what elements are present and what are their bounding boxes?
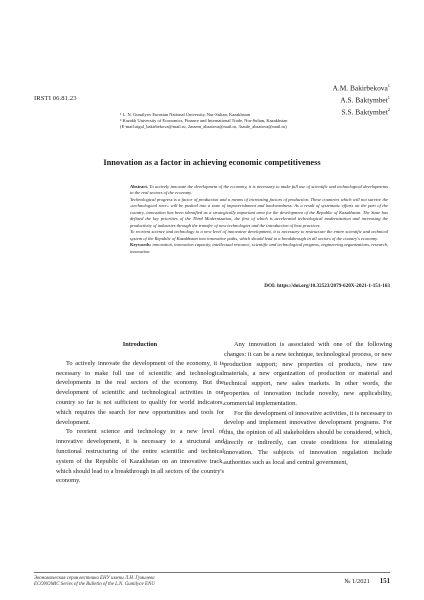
abstract-label: Abstract. bbox=[130, 184, 149, 189]
affiliations bbox=[120, 112, 388, 131]
body-paragraph: For the development of innovative activities, it is necessary to develop and implement innovative development programs. For this, the opinion of all stakeholders should be considered, which, directly or indirectly, can create conditions for stimulating innovation. The subjects of innovation regulation include authorities such as local and central government, bbox=[224, 409, 392, 466]
left-column bbox=[56, 340, 224, 486]
abstract-paragraph: Technological progress is a factor of production and a means of increasing factors of production. These countries which will not survive the «technological race» will be pushed into a zone of impoverishment and backwardness. As a result of systematic efforts on the part of the country, innovation has been identified as a strategically important area for the development of the Republic of Kazakhstan. The State has defined the key priorities of the Third Modernization, the first of which is accelerated technological modernization and increasing the productivity of industries through the transfer of new technologies and the introduction of best practices. bbox=[130, 196, 388, 228]
affiliation-1: ¹ L. N. Gumilyov Eurasian National University, Nur-Sultan, Kazakhstan bbox=[120, 112, 250, 117]
body-paragraph: To actively innovate the development of the economy, it is necessary to make full use of scientific and technological developments in the real sectors of the economy. But the development of scientific and technological activities in our country so far is not sufficient to qualify for world indicators, which requires the search for new opportunities and tools for development. bbox=[56, 359, 224, 426]
body-paragraph: Any innovation is associated with one of the following changes: it can be a new technique, technological process, or new production support; new properties of products, new raw materials, a new organization of production or material and technical support, new sales markets. In other words, the properties of innovation include novelty, new applicability, commercial implementation. bbox=[224, 341, 392, 407]
abstract-paragraph: To reorient science and technology to a new level of innovative development, it is necessary to restructure the entire scientific and technical system of the Republic of Kazakhstan into innovative paths, which should lead to a breakthrough in all sectors of the country's economy. bbox=[130, 229, 388, 241]
footer-divider bbox=[34, 572, 390, 573]
affiliation-emails: (E-mail:aigul_bakirbekova@mail.ru, 2assem_abzatova@mail.ru, 3saule_abzatova@mail.ru) bbox=[120, 124, 287, 130]
author-name-2: A.S. Baktymbet$^1$ bbox=[340, 95, 390, 105]
keywords-label: Keywords: bbox=[130, 242, 152, 248]
section-heading: Introduction bbox=[122, 341, 158, 348]
journal-name-en: ECONOMIC Series of the Bulletin of the L.N. Gumilyov ENU bbox=[34, 582, 155, 588]
author-name-3: S.S. Baktymbet$^2$ bbox=[341, 107, 390, 117]
irsti-code: IRSTI 06.81.23 bbox=[34, 95, 77, 102]
journal-name-ru: Экономическая серия вестника ЕНУ имени Л.Н. Гумилева bbox=[34, 576, 155, 581]
keywords: innovation, innovation capacity, intellectual resource, scientific and technological progress, engineering organizations, research, innovation. bbox=[130, 242, 388, 254]
body-paragraph: To reorient science and technology to a new level of innovative development, it is necessary to a structural and functional restructuring of the entire scientific and technical system of the Republic of Kazakhstan on an innovative track, which should lead to a breakthrough in all sectors of the country's economy. bbox=[56, 428, 224, 485]
article-title: Innovation as a factor in achieving economic competitiveness bbox=[103, 158, 321, 167]
doi-link[interactable]: DOI: https://doi.org/10.32523/2079-620X-2021-1-151-163 bbox=[264, 283, 390, 289]
abstract-text: To actively innovate the development of the economy, it is necessary to make full use of scientific and technological developments in the real sectors of the economy. bbox=[130, 184, 388, 196]
affiliation-2: ² Kazakh University of Economics, Finance and International Trade, Nur-Sultan, Kazakhstan bbox=[120, 118, 288, 124]
abstract bbox=[130, 184, 388, 255]
author-name-1: A.M. Bakirbekova$^1$ bbox=[332, 83, 390, 93]
page-number: 151 bbox=[379, 578, 390, 585]
issue-number: № 1/2021 bbox=[344, 578, 370, 585]
issue-page bbox=[344, 578, 390, 585]
journal-name bbox=[34, 576, 155, 588]
right-column bbox=[224, 340, 392, 467]
